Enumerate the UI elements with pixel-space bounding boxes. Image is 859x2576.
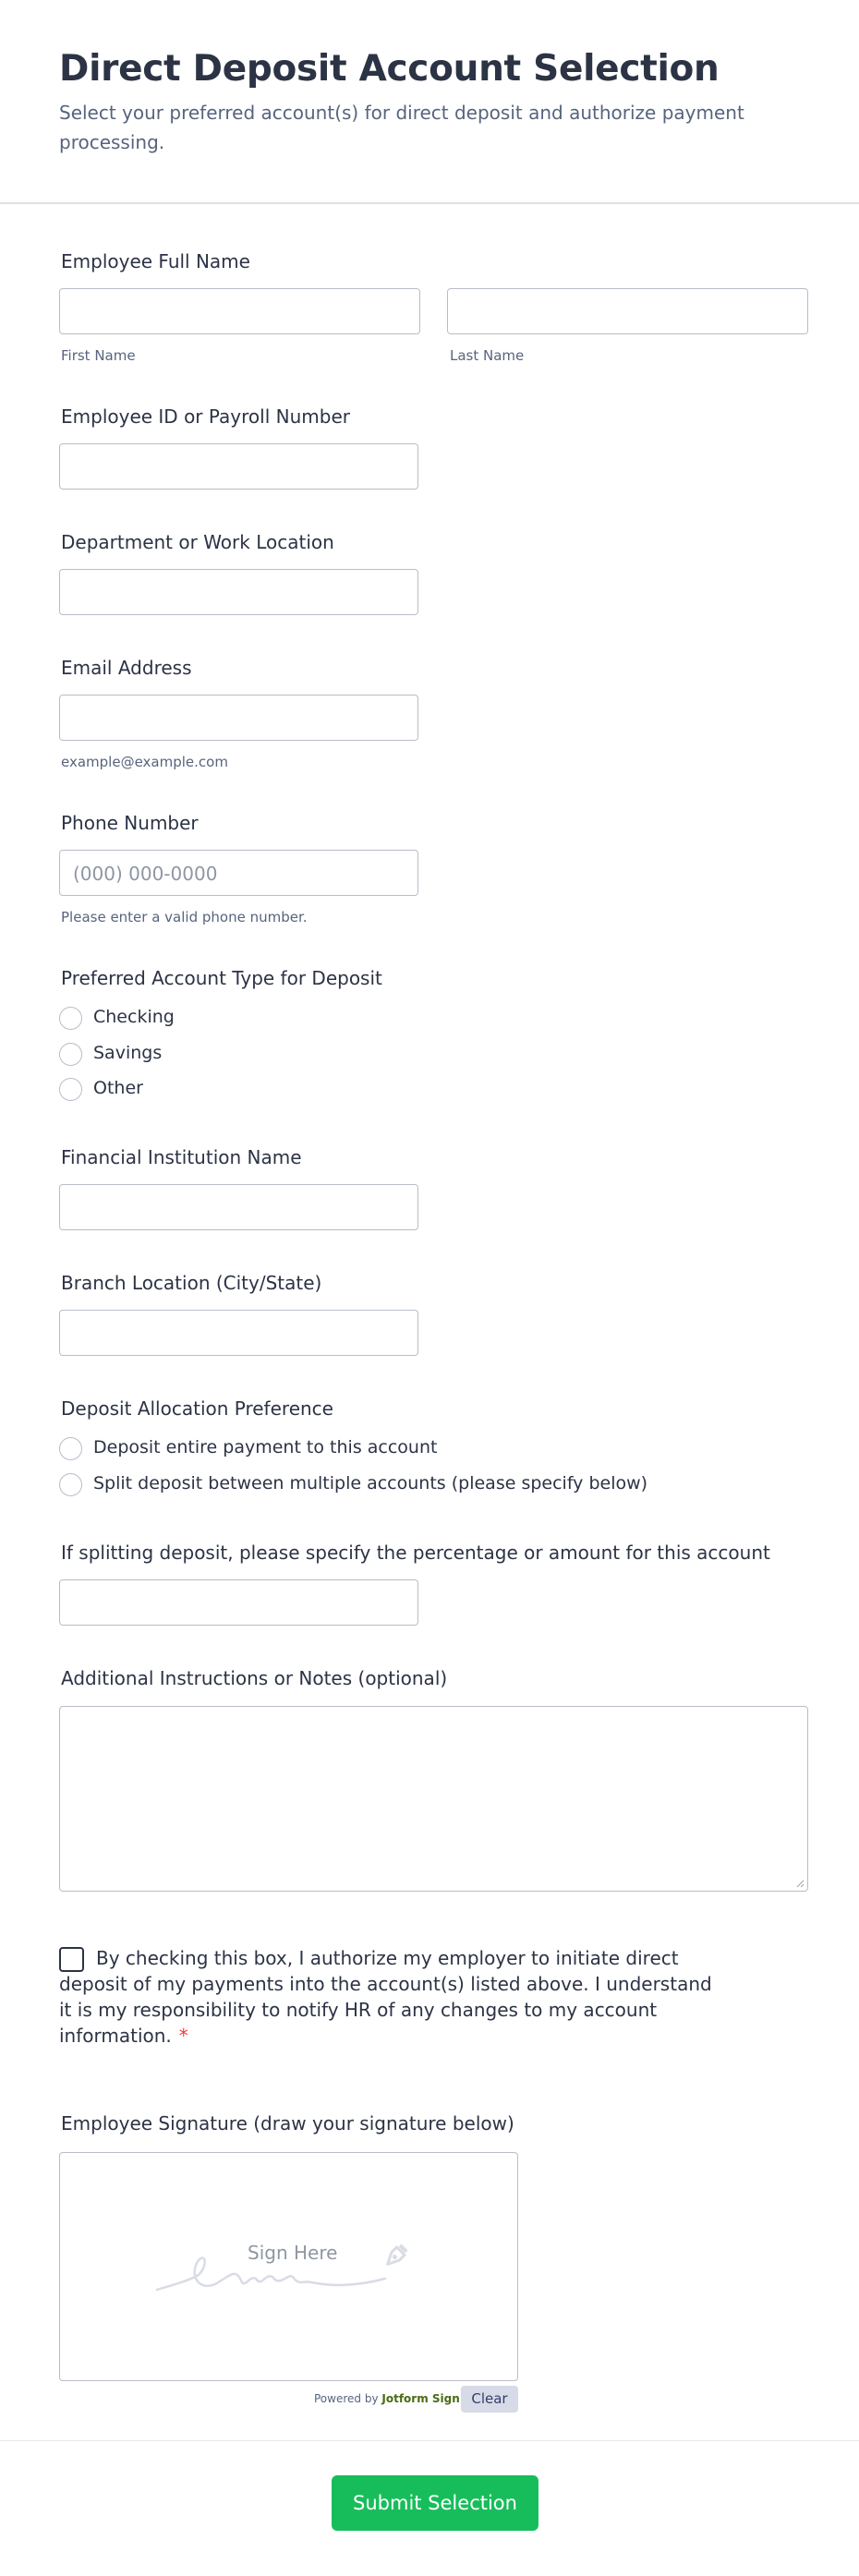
- radio-button[interactable]: [59, 1473, 82, 1496]
- consent-text: [59, 1945, 724, 2049]
- submit-button[interactable]: Submit Selection: [332, 2475, 538, 2531]
- powered-brand: Jotform Sign: [381, 2392, 460, 2405]
- notes-label: Additional Instructions or Notes (optional): [61, 1667, 448, 1689]
- resize-handle-icon[interactable]: [796, 1880, 805, 1888]
- footer-divider: [0, 2440, 859, 2441]
- radio-label: Checking: [93, 1007, 175, 1027]
- signature-scribble-icon: [60, 2153, 519, 2382]
- account-type-label: Preferred Account Type for Deposit: [61, 967, 382, 989]
- branch-label: Branch Location (City/State): [61, 1272, 322, 1294]
- radio-label: Split deposit between multiple accounts (please specify below): [93, 1473, 648, 1494]
- email-input[interactable]: [59, 695, 418, 741]
- employee-id-input[interactable]: [59, 443, 418, 490]
- employee-id-label: Employee ID or Payroll Number: [61, 405, 350, 428]
- first-name-sublabel: First Name: [61, 347, 136, 364]
- signature-pad[interactable]: [59, 2152, 518, 2381]
- radio-label: Savings: [93, 1043, 163, 1063]
- required-asterisk: *: [178, 2025, 188, 2047]
- consent-label: By checking this box, I authorize my employer to initiate direct deposit of my payments into the account(s) listed above. I understand it is my responsibility to notify HR of any changes to my account information.: [59, 1947, 712, 2047]
- full-name-label: Employee Full Name: [61, 250, 250, 272]
- allocation-label: Deposit Allocation Preference: [61, 1397, 333, 1420]
- powered-by: [314, 2392, 460, 2405]
- split-amount-label: If splitting deposit, please specify the percentage or amount for this account: [61, 1542, 770, 1564]
- signature-hint: Sign Here: [248, 2242, 338, 2264]
- first-name-input[interactable]: [59, 288, 420, 334]
- phone-sublabel: Please enter a valid phone number.: [61, 909, 308, 925]
- phone-placeholder: (000) 000-0000: [73, 863, 218, 885]
- email-sublabel: example@example.com: [61, 754, 228, 770]
- form-subtitle: Select your preferred account(s) for direct deposit and authorize payment processing.: [59, 102, 744, 153]
- department-label: Department or Work Location: [61, 531, 334, 553]
- department-input[interactable]: [59, 569, 418, 615]
- phone-label: Phone Number: [61, 812, 199, 834]
- last-name-sublabel: Last Name: [450, 347, 525, 364]
- radio-button[interactable]: [59, 1043, 82, 1066]
- radio-label: Deposit entire payment to this account: [93, 1437, 438, 1457]
- split-amount-input[interactable]: [59, 1579, 418, 1626]
- radio-button[interactable]: [59, 1078, 82, 1101]
- radio-button[interactable]: [59, 1437, 82, 1460]
- branch-input[interactable]: [59, 1310, 418, 1356]
- phone-input[interactable]: [59, 850, 418, 896]
- radio-button[interactable]: [59, 1007, 82, 1030]
- email-label: Email Address: [61, 657, 192, 679]
- clear-signature-button[interactable]: Clear: [461, 2386, 518, 2413]
- institution-label: Financial Institution Name: [61, 1146, 302, 1168]
- notes-textarea[interactable]: [59, 1706, 808, 1892]
- radio-label: Other: [93, 1078, 143, 1098]
- powered-prefix: Powered by: [314, 2392, 379, 2405]
- institution-input[interactable]: [59, 1184, 418, 1230]
- pen-icon: [378, 2243, 409, 2274]
- last-name-input[interactable]: [447, 288, 808, 334]
- form-header: [0, 0, 859, 204]
- signature-label: Employee Signature (draw your signature below): [61, 2112, 514, 2135]
- form-title: Direct Deposit Account Selection: [59, 48, 720, 90]
